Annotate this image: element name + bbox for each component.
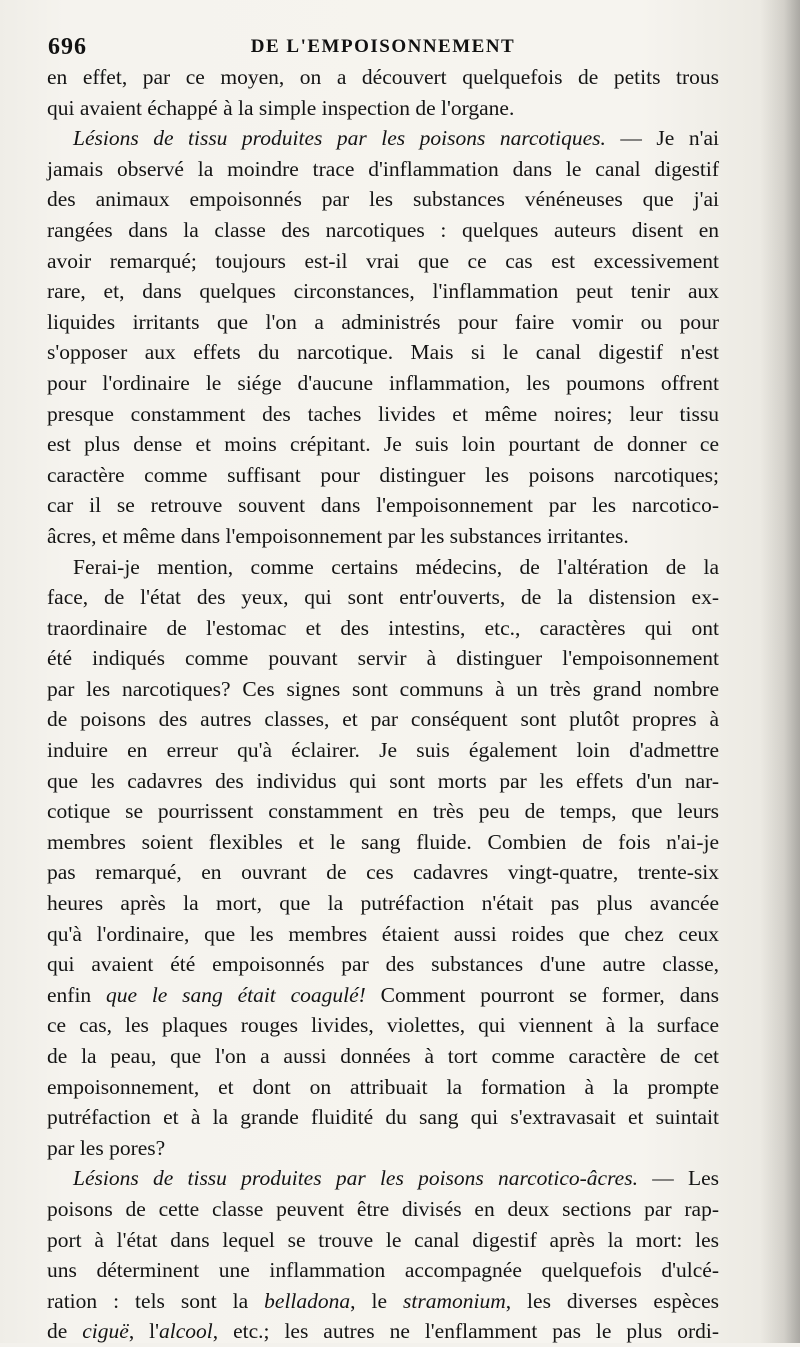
text-segment: de la peau, que l'on a aussi données à tort comme caractère de cet: [47, 1044, 719, 1068]
body-text: [47, 62, 719, 1347]
text-segment: caractère comme suffisant pour distinguer les poisons narcotiques;: [47, 462, 719, 487]
text-segment: jamais observé la moindre trace d'inflammation dans le canal digestif: [47, 156, 719, 181]
text-line: [47, 582, 719, 613]
text-line: [47, 1163, 719, 1194]
text-segment: induire en erreur qu'à éclairer. Je suis également loin d'admettre: [47, 738, 719, 763]
text-segment: enfin: [47, 982, 106, 1007]
text-segment: par les pores?: [47, 1135, 166, 1160]
text-segment: de poisons des autres classes, et par conséquent sont plutôt propres à: [47, 707, 719, 732]
text-segment: poisons de cette classe peuvent être divisés en deux sections par rap-: [47, 1196, 719, 1221]
text-line: [47, 827, 719, 858]
text-segment: face, de l'état des yeux, qui sont entr'ouverts, de la distension ex-: [47, 585, 719, 610]
text-line: [47, 643, 719, 674]
text-line: [47, 1072, 719, 1103]
text-segment: des animaux empoisonnés par les substances vénéneuses que j'ai: [47, 187, 719, 212]
text-line: [47, 1133, 719, 1164]
text-line: [47, 735, 719, 766]
text-line: [47, 368, 719, 399]
text-line: [47, 980, 719, 1011]
text-line: [47, 613, 719, 644]
text-line: [47, 1102, 719, 1133]
text-segment: qui avaient été empoisonnés par des substances d'une autre classe,: [47, 952, 719, 977]
italic-text: ciguë: [82, 1319, 129, 1344]
text-line: [47, 93, 719, 124]
italic-text: Lésions de tissu produites par les poisons narcotico-âcres.: [73, 1166, 638, 1191]
text-line: [47, 62, 719, 93]
text-segment: putréfaction et à la grande fluidité du sang qui s'extravasait et suintait: [47, 1105, 719, 1130]
text-segment: été indiqués comme pouvant servir à distinguer l'empoisonnement: [47, 646, 719, 671]
text-segment: rangées dans la classe des narcotiques : quelques auteurs disent en: [47, 217, 719, 242]
text-segment: presque constamment des taches livides et même noires; leur tissu: [47, 401, 719, 426]
text-segment: rare, et, dans quelques circonstances, l'inflammation peut tenir aux: [47, 279, 719, 304]
text-line: [47, 1010, 719, 1041]
text-segment: , le: [350, 1288, 403, 1313]
text-segment: en effet, par ce moyen, on a découvert quelquefois de petits trous: [47, 65, 719, 89]
text-line: [47, 154, 719, 185]
text-segment: qu'à l'ordinaire, que les membres étaient aussi roides que chez ceux: [47, 921, 719, 946]
text-segment: heures après la mort, que la putréfaction n'était pas plus avancée: [47, 891, 719, 916]
text-line: [47, 1041, 719, 1072]
italic-text: belladona: [264, 1288, 351, 1313]
text-segment: avoir remarqué; toujours est-il vrai que ce cas est excessivement: [47, 248, 719, 273]
text-segment: ce cas, les plaques rouges livides, violettes, qui viennent à la surface: [47, 1013, 719, 1038]
text-line: [47, 246, 719, 277]
text-segment: pas remarqué, en ouvrant de ces cadavres vingt-quatre, trente-six: [47, 860, 719, 885]
text-segment: traordinaire de l'estomac et des intestins, etc., caractères qui ont: [47, 615, 719, 640]
text-segment: ration : tels sont la: [47, 1288, 265, 1313]
text-segment: , l': [128, 1319, 159, 1344]
text-segment: âcres, et même dans l'empoisonnement par les substances irritantes.: [47, 523, 629, 548]
text-segment: s'opposer aux effets du narcotique. Mais si le canal digestif n'est: [47, 340, 719, 365]
text-segment: Ferai-je mention, comme certains médecins, de l'altération de la: [73, 554, 719, 579]
text-segment: pour l'ordinaire le siége d'aucune inflammation, les poumons offrent: [47, 370, 719, 395]
text-segment: membres soient flexibles et le sang fluide. Combien de fois n'ai-je: [47, 829, 719, 854]
text-segment: — Les: [637, 1166, 719, 1191]
page-edge-shadow: [760, 0, 800, 1343]
text-line: [47, 766, 719, 797]
text-segment: par les narcotiques? Ces signes sont communs à un très grand nombre: [47, 676, 719, 701]
text-line: [47, 674, 719, 705]
text-line: [47, 490, 719, 521]
text-line: [47, 919, 719, 950]
text-line: [47, 429, 719, 460]
text-line: [47, 460, 719, 491]
text-segment: uns déterminent une inflammation accompagnée quelquefois d'ulcé-: [47, 1258, 719, 1283]
running-title: DE L'EMPOISONNEMENT: [250, 36, 516, 57]
text-line: [47, 307, 719, 338]
text-line: [47, 215, 719, 246]
text-line: [47, 704, 719, 735]
text-segment: de: [47, 1319, 83, 1344]
text-line: [47, 184, 719, 215]
text-segment: cotique se pourrissent constamment en très peu de temps, que leurs: [47, 799, 719, 824]
text-segment: — Je n'ai: [605, 126, 719, 151]
text-line: [47, 1286, 719, 1317]
text-segment: liquides irritants que l'on a administrés pour faire vomir ou pour: [47, 309, 719, 334]
text-line: [47, 1255, 719, 1286]
text-segment: , les diverses espèces: [505, 1288, 719, 1313]
italic-text: stramonium: [402, 1288, 506, 1313]
italic-text: alcool: [159, 1319, 213, 1344]
text-line: [47, 1225, 719, 1256]
text-line: [47, 857, 719, 888]
text-segment: qui avaient échappé à la simple inspection de l'organe.: [47, 95, 515, 120]
text-segment: est plus dense et moins crépitant. Je suis loin pourtant de donner ce: [47, 432, 719, 457]
italic-text: que le sang était coagulé!: [105, 982, 366, 1007]
text-line: [47, 123, 719, 154]
text-line: [47, 521, 719, 552]
page-header: [48, 26, 718, 66]
text-segment: que les cadavres des individus qui sont morts par les effets d'un nar-: [47, 768, 719, 793]
text-segment: Comment pourront se former, dans: [365, 982, 719, 1007]
text-line: [47, 552, 719, 583]
text-line: [47, 949, 719, 980]
text-line: [47, 276, 719, 307]
text-line: [47, 888, 719, 919]
text-line: [47, 337, 719, 368]
text-line: [47, 399, 719, 430]
text-segment: car il se retrouve souvent dans l'empoisonnement par les narcotico-: [47, 493, 719, 518]
text-line: [47, 1194, 719, 1225]
text-segment: port à l'état dans lequel se trouve le canal digestif après la mort: les: [47, 1227, 719, 1252]
text-line: [47, 1316, 719, 1347]
text-line: [47, 796, 719, 827]
text-segment: , etc.; les autres ne l'enflamment pas le plus ordi-: [212, 1319, 719, 1344]
italic-text: Lésions de tissu produites par les poisons narcotiques.: [73, 126, 606, 151]
text-segment: empoisonnement, et dont on attribuait la formation à la prompte: [47, 1074, 719, 1099]
page-number: 696: [48, 34, 87, 60]
